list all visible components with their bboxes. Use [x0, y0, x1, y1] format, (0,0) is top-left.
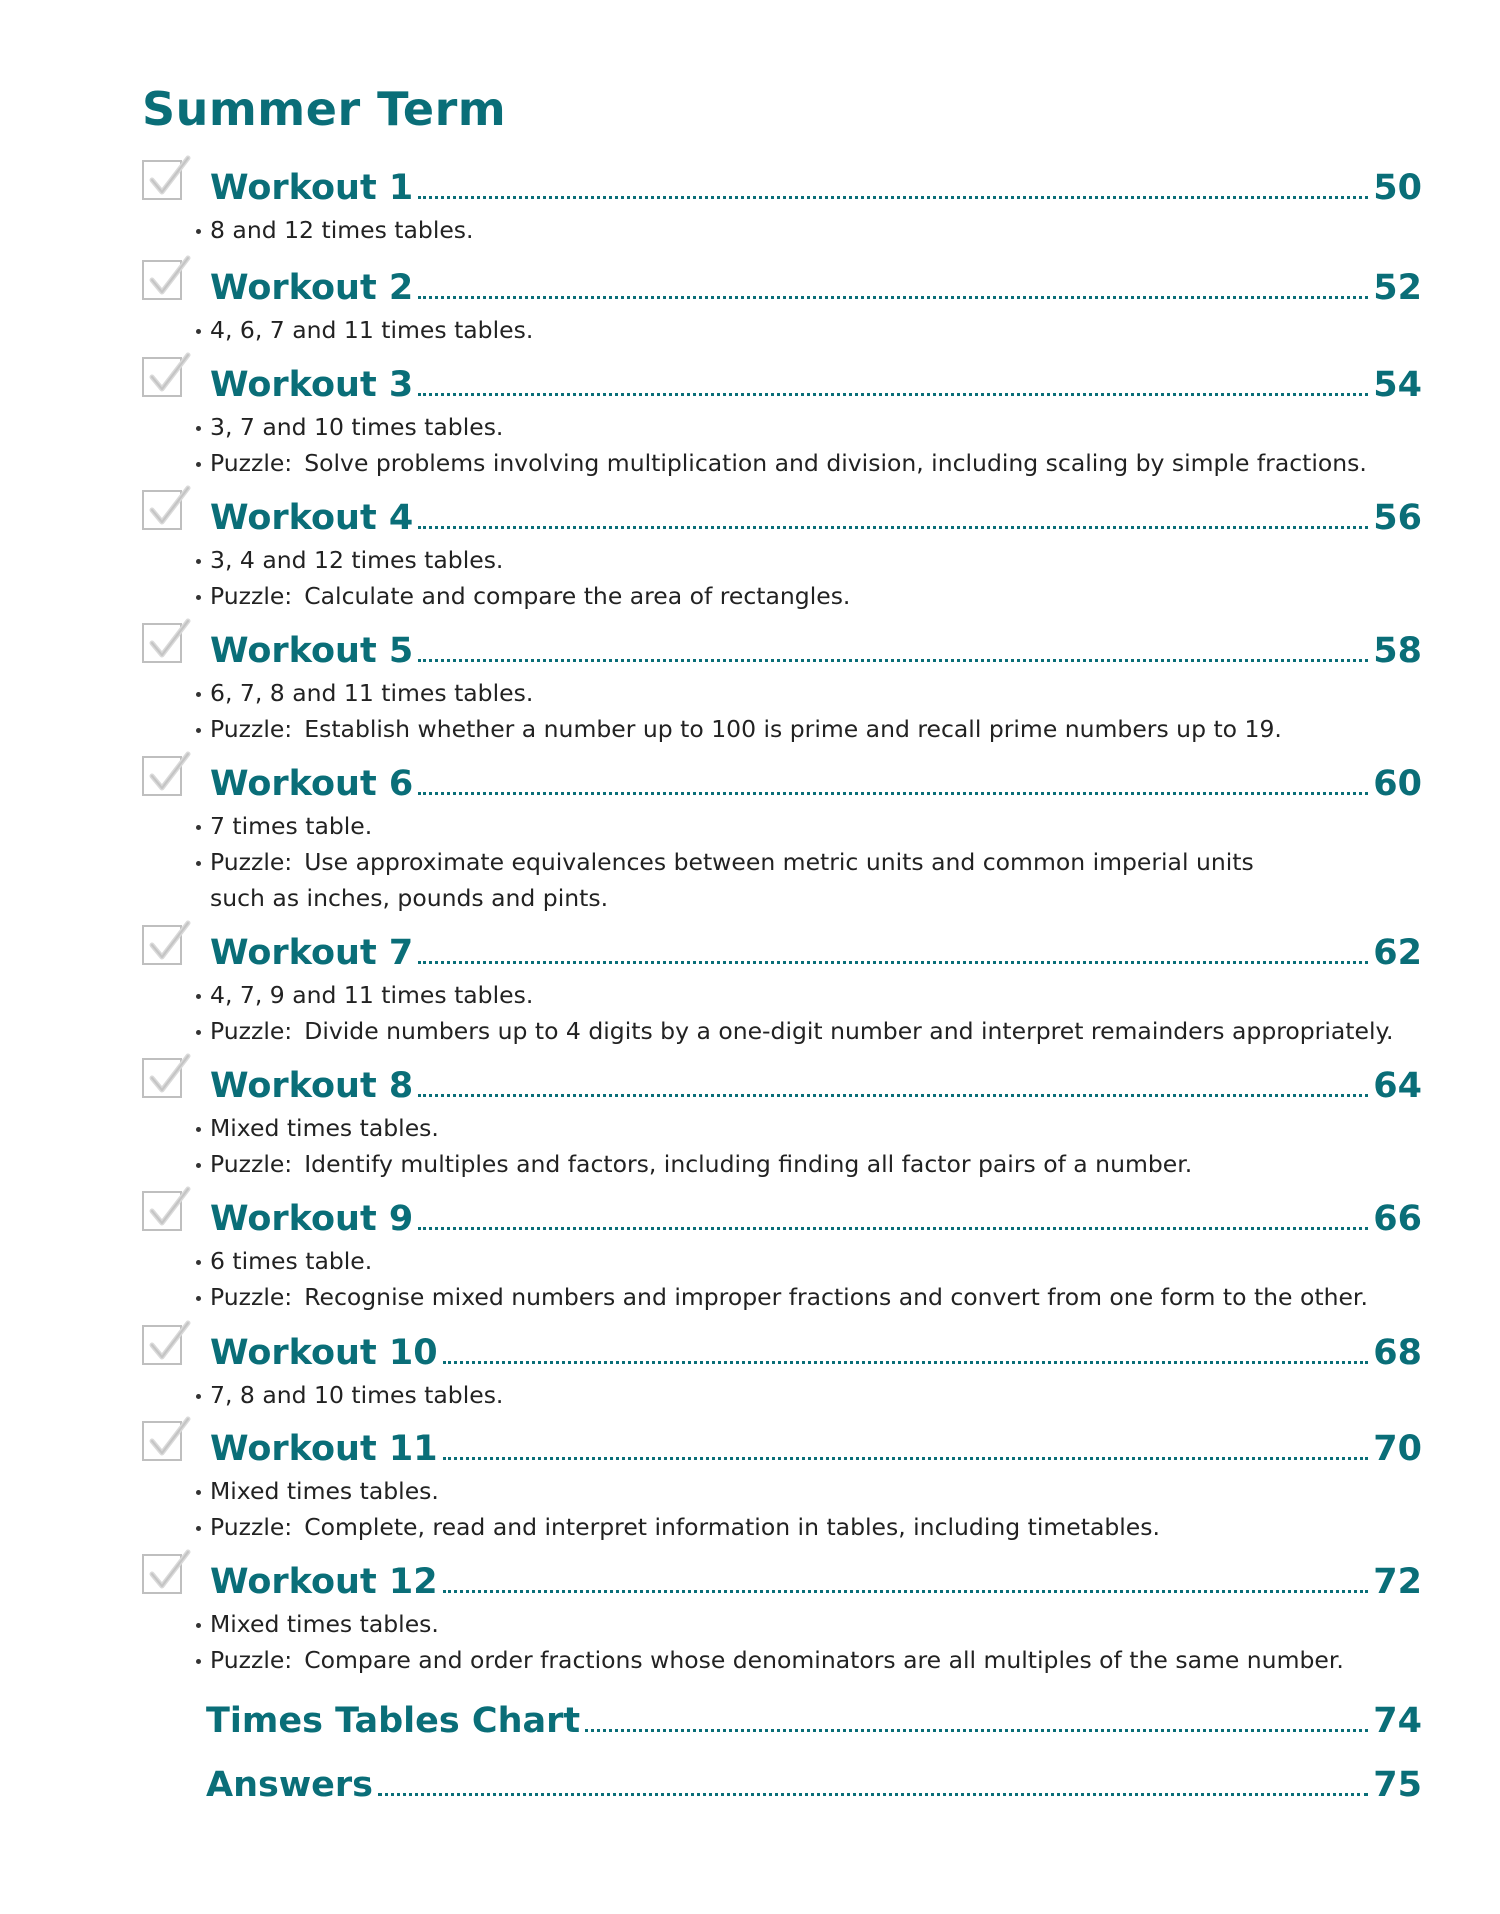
workout-heading-line[interactable]	[210, 1046, 1422, 1108]
puzzle-description: Use approximate equivalences between metric units and common imperial units	[304, 848, 1254, 876]
puzzle-label: Puzzle:	[210, 1017, 293, 1045]
workout-checkbox[interactable]	[142, 1325, 182, 1365]
times-tables-note: 3, 4 and 12 times tables.	[194, 542, 1434, 578]
workout-checkbox[interactable]	[142, 1554, 182, 1594]
extra-heading-line[interactable]	[206, 1681, 1422, 1743]
puzzle-label: Puzzle:	[210, 1646, 293, 1674]
dot-leader	[418, 196, 1368, 199]
workout-checkbox[interactable]	[142, 490, 182, 530]
workout-heading-line[interactable]	[210, 1542, 1422, 1604]
workout-notes	[194, 1243, 1434, 1315]
extra-page-number: 75	[1373, 1765, 1422, 1805]
workout-notes	[194, 1606, 1434, 1678]
check-mark-icon	[148, 919, 192, 965]
times-tables-note: Mixed times tables.	[194, 1606, 1434, 1642]
workout-page-number: 50	[1373, 168, 1422, 208]
dot-leader	[418, 961, 1368, 964]
puzzle-label: Puzzle:	[210, 1513, 293, 1541]
check-mark-icon	[148, 1548, 192, 1594]
workout-heading-line[interactable]	[210, 1179, 1422, 1241]
dot-leader	[418, 1094, 1368, 1097]
dot-leader	[418, 296, 1368, 299]
workout-title: Workout 8	[210, 1066, 414, 1106]
workout-title: Workout 12	[210, 1562, 438, 1602]
puzzle-note	[194, 1279, 1434, 1315]
puzzle-note	[194, 445, 1434, 481]
puzzle-note	[194, 1642, 1434, 1678]
puzzle-label: Puzzle:	[210, 715, 293, 743]
workout-title: Workout 4	[210, 498, 414, 538]
workout-notes	[194, 409, 1434, 481]
puzzle-note-continued	[194, 880, 1434, 916]
puzzle-note	[194, 1146, 1434, 1182]
puzzle-description: Solve problems involving multiplication and division, including scaling by simple fractions.	[304, 449, 1367, 477]
workout-notes	[194, 675, 1434, 747]
puzzle-note	[194, 578, 1434, 614]
workout-notes	[194, 542, 1434, 614]
workout-page-number: 60	[1373, 764, 1422, 804]
workout-page-number: 68	[1373, 1333, 1422, 1373]
puzzle-label: Puzzle:	[210, 582, 293, 610]
workout-heading-line[interactable]	[210, 478, 1422, 540]
workout-page-number: 52	[1373, 268, 1422, 308]
workout-notes	[194, 212, 1434, 248]
workout-page-number: 70	[1373, 1429, 1422, 1469]
workout-heading-line[interactable]	[210, 611, 1422, 673]
workout-checkbox[interactable]	[142, 756, 182, 796]
workout-title: Workout 5	[210, 631, 414, 671]
puzzle-note	[194, 711, 1434, 747]
times-tables-note: 8 and 12 times tables.	[194, 212, 1434, 248]
extra-title: Times Tables Chart	[206, 1701, 581, 1741]
check-mark-icon	[148, 351, 192, 397]
workout-checkbox[interactable]	[142, 260, 182, 300]
workout-checkbox[interactable]	[142, 925, 182, 965]
workout-checkbox[interactable]	[142, 1058, 182, 1098]
check-mark-icon	[148, 154, 192, 200]
workout-notes	[194, 1377, 1434, 1413]
term-title: Summer Term	[142, 82, 507, 136]
workout-page-number: 56	[1373, 498, 1422, 538]
workout-title: Workout 10	[210, 1333, 438, 1373]
workout-page-number: 62	[1373, 933, 1422, 973]
puzzle-label: Puzzle:	[210, 449, 293, 477]
check-mark-icon	[148, 484, 192, 530]
workout-notes	[194, 312, 1434, 348]
dot-leader	[378, 1793, 1368, 1796]
workout-notes	[194, 1473, 1434, 1545]
puzzle-label: Puzzle:	[210, 1150, 293, 1178]
puzzle-label: Puzzle:	[210, 1283, 293, 1311]
workout-checkbox[interactable]	[142, 1191, 182, 1231]
check-mark-icon	[148, 254, 192, 300]
workout-checkbox[interactable]	[142, 1421, 182, 1461]
workout-title: Workout 2	[210, 268, 414, 308]
puzzle-description: Establish whether a number up to 100 is prime and recall prime numbers up to 19.	[304, 715, 1282, 743]
workout-checkbox[interactable]	[142, 623, 182, 663]
puzzle-description: Recognise mixed numbers and improper fractions and convert from one form to the other.	[304, 1283, 1368, 1311]
workout-checkbox[interactable]	[142, 160, 182, 200]
puzzle-description: Identify multiples and factors, including finding all factor pairs of a number.	[304, 1150, 1193, 1178]
workout-heading-line[interactable]	[210, 1313, 1422, 1375]
workout-heading-line[interactable]	[210, 1409, 1422, 1471]
extra-title: Answers	[206, 1765, 374, 1805]
times-tables-note: 6, 7, 8 and 11 times tables.	[194, 675, 1434, 711]
workout-title: Workout 7	[210, 933, 414, 973]
dot-leader	[418, 393, 1368, 396]
workout-checkbox[interactable]	[142, 357, 182, 397]
workout-heading-line[interactable]	[210, 148, 1422, 210]
times-tables-note: Mixed times tables.	[194, 1110, 1434, 1146]
workout-title: Workout 6	[210, 764, 414, 804]
extra-heading-line[interactable]	[206, 1745, 1422, 1807]
times-tables-note: 4, 7, 9 and 11 times tables.	[194, 977, 1434, 1013]
puzzle-note	[194, 844, 1434, 880]
times-tables-note: 7, 8 and 10 times tables.	[194, 1377, 1434, 1413]
dot-leader	[585, 1729, 1368, 1732]
workout-heading-line[interactable]	[210, 744, 1422, 806]
dot-leader	[418, 792, 1368, 795]
check-mark-icon	[148, 617, 192, 663]
workout-heading-line[interactable]	[210, 913, 1422, 975]
puzzle-description: Divide numbers up to 4 digits by a one-digit number and interpret remainders appropriately.	[304, 1017, 1394, 1045]
workout-heading-line[interactable]	[210, 345, 1422, 407]
check-mark-icon	[148, 1185, 192, 1231]
puzzle-label: Puzzle:	[210, 848, 293, 876]
workout-page-number: 66	[1373, 1199, 1422, 1239]
times-tables-note: 6 times table.	[194, 1243, 1434, 1279]
workout-notes	[194, 977, 1434, 1049]
check-mark-icon	[148, 750, 192, 796]
workout-notes	[194, 808, 1434, 916]
puzzle-note	[194, 1013, 1434, 1049]
puzzle-description-continued: such as inches, pounds and pints.	[210, 884, 609, 912]
check-mark-icon	[148, 1052, 192, 1098]
workout-notes	[194, 1110, 1434, 1182]
workout-title: Workout 9	[210, 1199, 414, 1239]
workout-page-number: 54	[1373, 365, 1422, 405]
extra-page-number: 74	[1373, 1701, 1422, 1741]
workout-page-number: 72	[1373, 1562, 1422, 1602]
dot-leader	[443, 1361, 1369, 1364]
workout-title: Workout 1	[210, 168, 414, 208]
dot-leader	[443, 1457, 1369, 1460]
times-tables-note: 7 times table.	[194, 808, 1434, 844]
puzzle-description: Calculate and compare the area of rectangles.	[304, 582, 851, 610]
dot-leader	[443, 1590, 1369, 1593]
workout-page-number: 58	[1373, 631, 1422, 671]
puzzle-note	[194, 1509, 1434, 1545]
workout-title: Workout 11	[210, 1429, 438, 1469]
dot-leader	[418, 1227, 1368, 1230]
dot-leader	[418, 526, 1368, 529]
times-tables-note: Mixed times tables.	[194, 1473, 1434, 1509]
check-mark-icon	[148, 1319, 192, 1365]
workout-page-number: 64	[1373, 1066, 1422, 1106]
puzzle-description: Complete, read and interpret information in tables, including timetables.	[304, 1513, 1160, 1541]
dot-leader	[418, 659, 1368, 662]
times-tables-note: 4, 6, 7 and 11 times tables.	[194, 312, 1434, 348]
check-mark-icon	[148, 1415, 192, 1461]
times-tables-note: 3, 7 and 10 times tables.	[194, 409, 1434, 445]
workout-heading-line[interactable]	[210, 248, 1422, 310]
workout-title: Workout 3	[210, 365, 414, 405]
puzzle-description: Compare and order fractions whose denominators are all multiples of the same number.	[304, 1646, 1344, 1674]
